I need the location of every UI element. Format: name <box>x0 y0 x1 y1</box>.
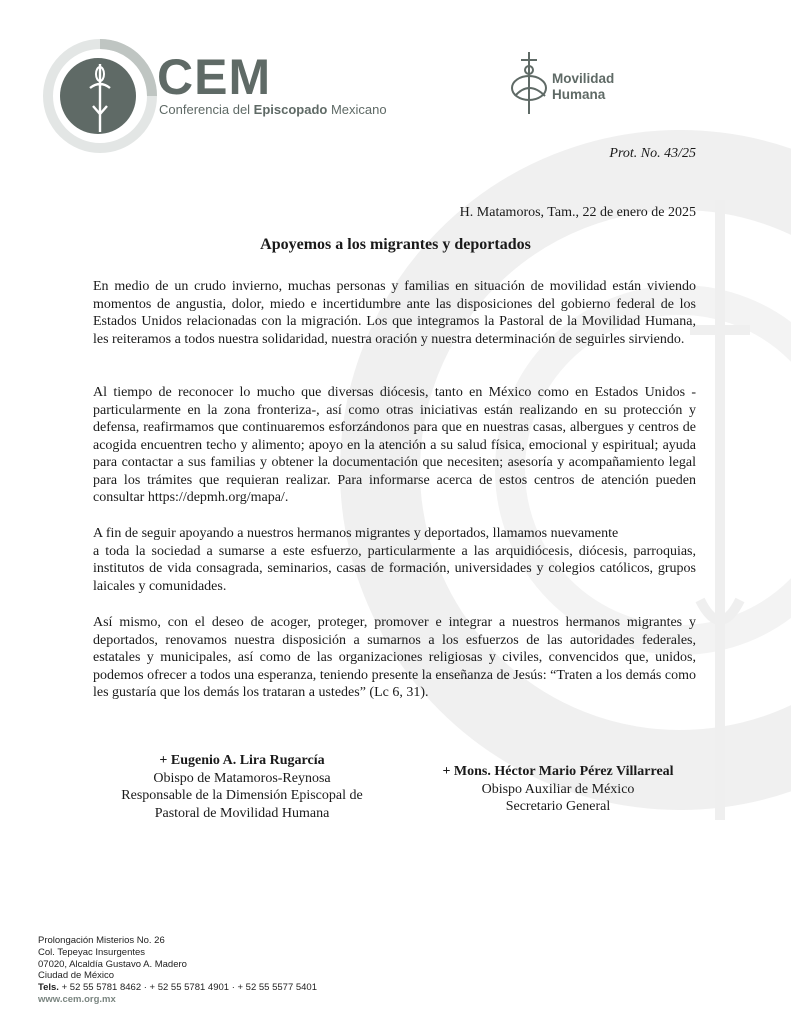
signatory-title: Obispo de Matamoros-Reynosa <box>153 770 331 786</box>
place-date: H. Matamoros, Tam., 22 de enero de 2025 <box>459 205 696 220</box>
tels-value: + 52 55 5781 8462 · + 52 55 5781 4901 · + 52 55 5577 5401 <box>58 982 317 994</box>
paragraph-4: Así mismo, con el deseo de acoger, proteger, promover e integrar a nuestros hermanos migrantes y deportados, renovamos nuestra disposición a sumarnos a los esfuerzos de las autoridades federales, estatales y municipales, así como de las organizaciones religiosas y civiles, convencidos que, unidos, podemos ofrecer a todos una esperanza, teniendo presente la enseñanza de Jesús: “Traten a los demás como les gustaría que los demás los trataran a ustedes” (Lc 6, 31). <box>93 615 696 700</box>
signature-left <box>100 752 384 822</box>
cem-subtitle-pre: Conferencia del <box>159 102 254 117</box>
address-line: Col. Tepeyac Insurgentes <box>38 946 146 958</box>
paragraph-1: En medio de un crudo invierno, muchas personas y familias en situación de movilidad están viviendo momentos de angustia, dolor, miedo e incertidumbre ante las disposiciones del gobierno federal de los Estados Unidos relacionadas con la migración. Los que integramos la Pastoral de la Movilidad Humana, les reiteramos a todos nuestra solidaridad, nuestra oración y nuestra determinación de seguirles sirviendo. <box>93 279 696 347</box>
phone-numbers <box>38 982 317 994</box>
cem-subtitle-bold: Episcopado <box>253 102 328 117</box>
paragraph-2: Al tiempo de reconocer lo mucho que diversas diócesis, tanto en México como en Estados Unidos - particularmente en la zona fronteriza-, así como otras iniciativas están realizando en su protección y defensa, reafirmamos que continuaremos esforzándonos para que en nuestras casas, albergues y centros de acogida encuentren techo y alimento; apoyo en la atención a su salud física, emocional y espiritual; ayuda para contactar a sus familias y obtener la documentación que necesiten; asesoría y acompañamiento legal para los trámites que requieran realizar. Para informarse acerca de estos centros de atención pueden consultar https://depmh.org/mapa/. <box>93 385 696 505</box>
mh-line-1: Movilidad <box>552 71 615 86</box>
signatory-role: Responsable de la Dimensión Episcopal de <box>121 788 363 803</box>
movilidad-humana-wordmark <box>552 71 614 103</box>
signatory-role: Secretario General <box>505 799 611 814</box>
signature-right <box>418 763 698 816</box>
signatory-role-cont: Pastoral de Movilidad Humana <box>154 805 330 821</box>
signatory-name: + Mons. Héctor Mario Pérez Villarreal <box>442 764 674 779</box>
footer-contact <box>38 935 317 1006</box>
movilidad-humana-logo-icon <box>507 50 551 116</box>
address-line: Prolongación Misterios No. 26 <box>38 935 165 946</box>
protocol-number: Prot. No. 43/25 <box>609 146 696 161</box>
signatory-name: + Eugenio A. Lira Rugarcía <box>159 753 325 768</box>
paragraph-3: A fin de seguir apoyando a nuestros hermanos migrantes y deportados, llamamos nuevamente a toda la sociedad a sumarse a este esfuerzo, particularmente a las arquidiócesis, diócesis, parroquias, institutos de vida consagrada, seminarios, casas de formación, universidades y colegios católicos, grupos laicales y comunidades. <box>93 526 696 594</box>
cem-subtitle <box>159 102 387 117</box>
tels-label: Tels. <box>38 982 59 994</box>
website-link[interactable]: www.cem.org.mx <box>38 993 116 1005</box>
signatory-title: Obispo Auxiliar de México <box>481 781 635 797</box>
address-line: Ciudad de México <box>38 970 115 982</box>
cem-subtitle-post: Mexicano <box>327 102 387 117</box>
cem-wordmark: CEM <box>157 49 272 105</box>
address-line: 07020, Alcaldía Gustavo A. Madero <box>38 958 187 970</box>
cem-logo-icon <box>40 36 160 156</box>
mh-line-2: Humana <box>552 87 606 102</box>
letter-title: Apoyemos a los migrantes y deportados <box>260 236 531 253</box>
